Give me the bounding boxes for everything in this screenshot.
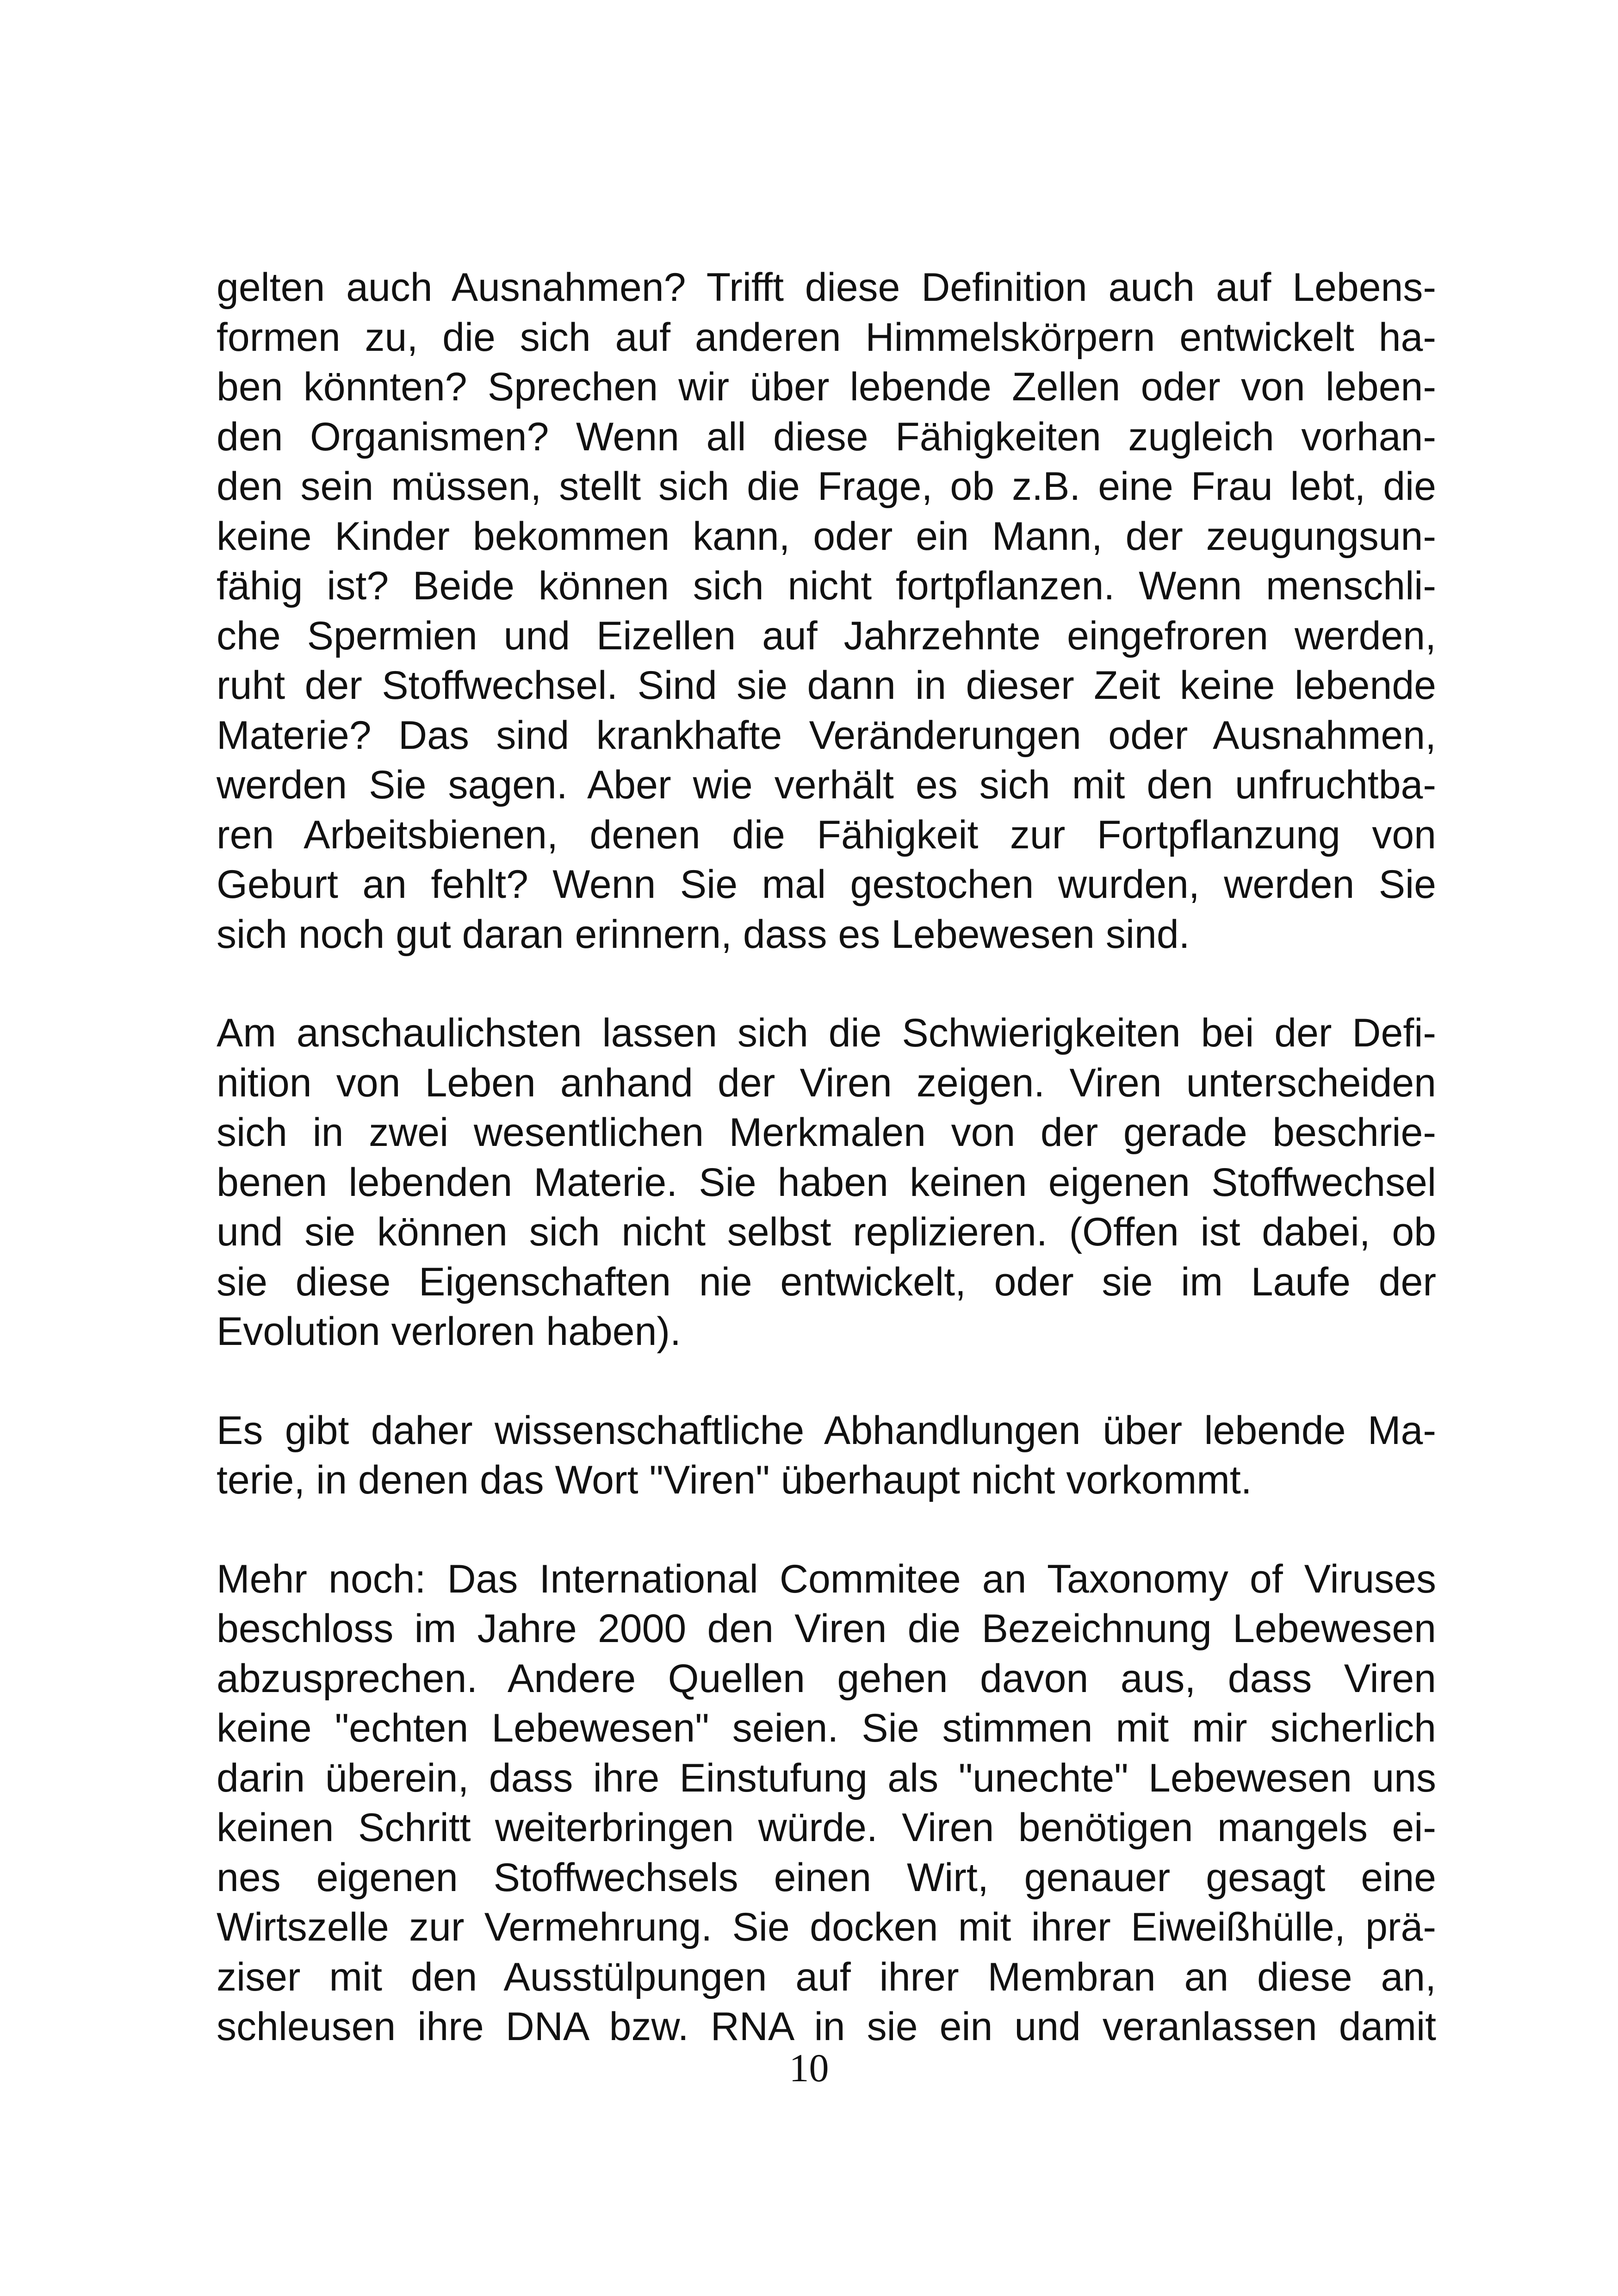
text-line: sich noch gut daran erinnern, dass es Lebewesen sind. [217,912,1190,957]
text-line: terie, in denen das Wort "Viren" überhaupt nicht vorkommt. [217,1458,1252,1502]
text-line: Es gibt daher wissenschaftliche Abhandlungen über lebende Ma- [217,1408,1436,1453]
text-line: Wirtszelle zur Vermehrung. Sie docken mit ihrer Eiweißhülle, prä- [217,1905,1436,1949]
text-line: nition von Leben anhand der Viren zeigen. Viren unterscheiden [217,1060,1436,1105]
text-line: ruht der Stoffwechsel. Sind sie dann in dieser Zeit keine lebende [217,663,1436,708]
text-line: schleusen ihre DNA bzw. RNA in sie ein und veranlassen damit [217,2004,1436,2049]
text-line: beschloss im Jahre 2000 den Viren die Bezeichnung Lebewesen [217,1606,1436,1651]
text-line: sie diese Eigenschaften nie entwickelt, oder sie im Laufe der [217,1259,1436,1304]
text-line: werden Sie sagen. Aber wie verhält es sich mit den unfruchtba- [217,763,1436,807]
text-line: ben könnten? Sprechen wir über lebende Zellen oder von leben- [217,365,1436,409]
text-line: den Organismen? Wenn all diese Fähigkeiten zugleich vorhan- [217,414,1436,459]
page-number: 10 [789,2046,829,2090]
text-line: formen zu, die sich auf anderen Himmelskörpern entwickelt ha- [217,315,1436,360]
text-line: ren Arbeitsbienen, denen die Fähigkeit zur Fortpflanzung von [217,812,1436,857]
text-line: che Spermien und Eizellen auf Jahrzehnte eingefroren werden, [217,613,1436,658]
text-line: Evolution verloren haben). [217,1309,681,1354]
text-line: keinen Schritt weiterbringen würde. Viren benötigen mangels ei- [217,1805,1436,1850]
text-line: gelten auch Ausnahmen? Trifft diese Definition auch auf Lebens- [217,265,1436,310]
text-line: benen lebenden Materie. Sie haben keinen eigenen Stoffwechsel [217,1160,1436,1205]
text-line: keine Kinder bekommen kann, oder ein Mann, der zeugungsun- [217,514,1436,559]
text-line: und sie können sich nicht selbst replizieren. (Offen ist dabei, ob [217,1210,1436,1254]
text-line: Am anschaulichsten lassen sich die Schwierigkeiten bei der Defi- [217,1011,1436,1055]
paragraph-4 [217,1555,1436,2052]
text-line: nes eigenen Stoffwechsels einen Wirt, genauer gesagt eine [217,1855,1436,1900]
text-line: keine "echten Lebewesen" seien. Sie stimmen mit mir sicherlich [217,1706,1436,1750]
text-line: Mehr noch: Das International Commitee an Taxonomy of Viruses [217,1556,1436,1601]
text-line: darin überein, dass ihre Einstufung als "unechte" Lebewesen uns [217,1755,1436,1800]
text-line: abzusprechen. Andere Quellen gehen davon aus, dass Viren [217,1656,1436,1701]
text-line: Geburt an fehlt? Wenn Sie mal gestochen wurden, werden Sie [217,862,1436,907]
text-line: den sein müssen, stellt sich die Frage, ob z.B. eine Frau lebt, die [217,464,1436,509]
text-line: ziser mit den Ausstülpungen auf ihrer Membran an diese an, [217,1954,1436,1999]
paragraph-3 [217,1406,1436,1506]
paragraph-2 [217,1008,1436,1357]
text-line: sich in zwei wesentlichen Merkmalen von der gerade beschrie- [217,1110,1436,1155]
text-line: Materie? Das sind krankhafte Veränderungen oder Ausnahmen, [217,713,1436,758]
text-line: fähig ist? Beide können sich nicht fortpflanzen. Wenn menschli- [217,564,1436,608]
paragraph-1 [217,263,1436,959]
body-text [217,263,1436,2101]
